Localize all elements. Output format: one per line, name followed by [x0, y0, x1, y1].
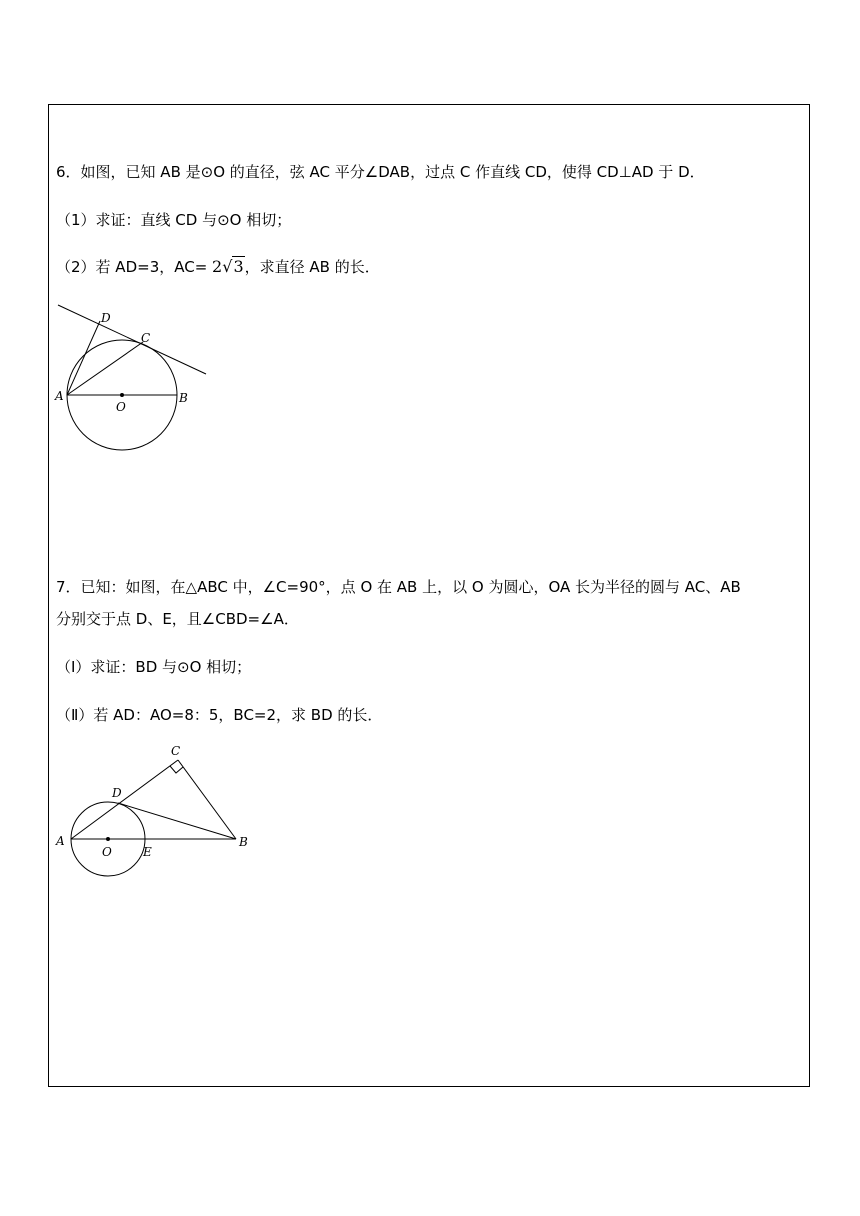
q6-part2-prefix: （2）若 AD=3，AC=	[56, 258, 213, 276]
q6-center-dot	[120, 393, 124, 397]
q6-label-c: C	[141, 331, 151, 345]
q6-part2	[56, 257, 380, 277]
q7-center-dot	[106, 837, 110, 841]
q7-right-angle-mark	[170, 766, 183, 773]
q7-label-e: E	[143, 845, 152, 859]
q7-label-c: C	[171, 744, 181, 758]
q7-stem-line2: 分别交于点 D、E，且∠CBD=∠A．	[56, 610, 299, 628]
q6-label-b: B	[179, 391, 188, 405]
q7-label-o: O	[102, 845, 112, 859]
q7-part1: （Ⅰ）求证：BD 与⊙O 相切；	[56, 658, 252, 676]
q7-segment-db	[118, 803, 236, 839]
q7-label-b: B	[239, 835, 248, 849]
q6-figure	[52, 300, 212, 456]
q6-label-d: D	[101, 311, 111, 325]
q6-label-a: A	[55, 389, 64, 403]
q7-segment-ac	[71, 760, 178, 839]
q6-part2-suffix: ，求直径 AB 的长．	[244, 258, 380, 276]
q6-sqrt-coefficient: 2	[212, 257, 223, 276]
q6-label-o: O	[116, 400, 126, 414]
q6-stem: 6．如图，已知 AB 是⊙O 的直径，弦 AC 平分∠DAB，过点 C 作直线 CD，使得 CD⊥AD 于 D．	[56, 163, 705, 181]
q6-tangent-line-cd	[58, 305, 206, 374]
q6-sqrt-expression: 2√3	[212, 257, 244, 276]
q7-figure	[52, 740, 262, 882]
q7-stem-line1: 7．已知：如图，在△ABC 中，∠C=90°，点 O 在 AB 上，以 O 为圆心，OA 长为半径的圆与 AC、AB	[56, 578, 741, 596]
q7-segment-cb	[178, 760, 236, 839]
q7-part2: （Ⅱ）若 AD：AO=8：5，BC=2，求 BD 的长．	[56, 706, 383, 724]
q7-label-d: D	[112, 786, 122, 800]
q6-part1: （1）求证：直线 CD 与⊙O 相切；	[56, 211, 292, 229]
q6-sqrt-radicand: 3	[233, 257, 244, 276]
q7-label-a: A	[56, 834, 65, 848]
